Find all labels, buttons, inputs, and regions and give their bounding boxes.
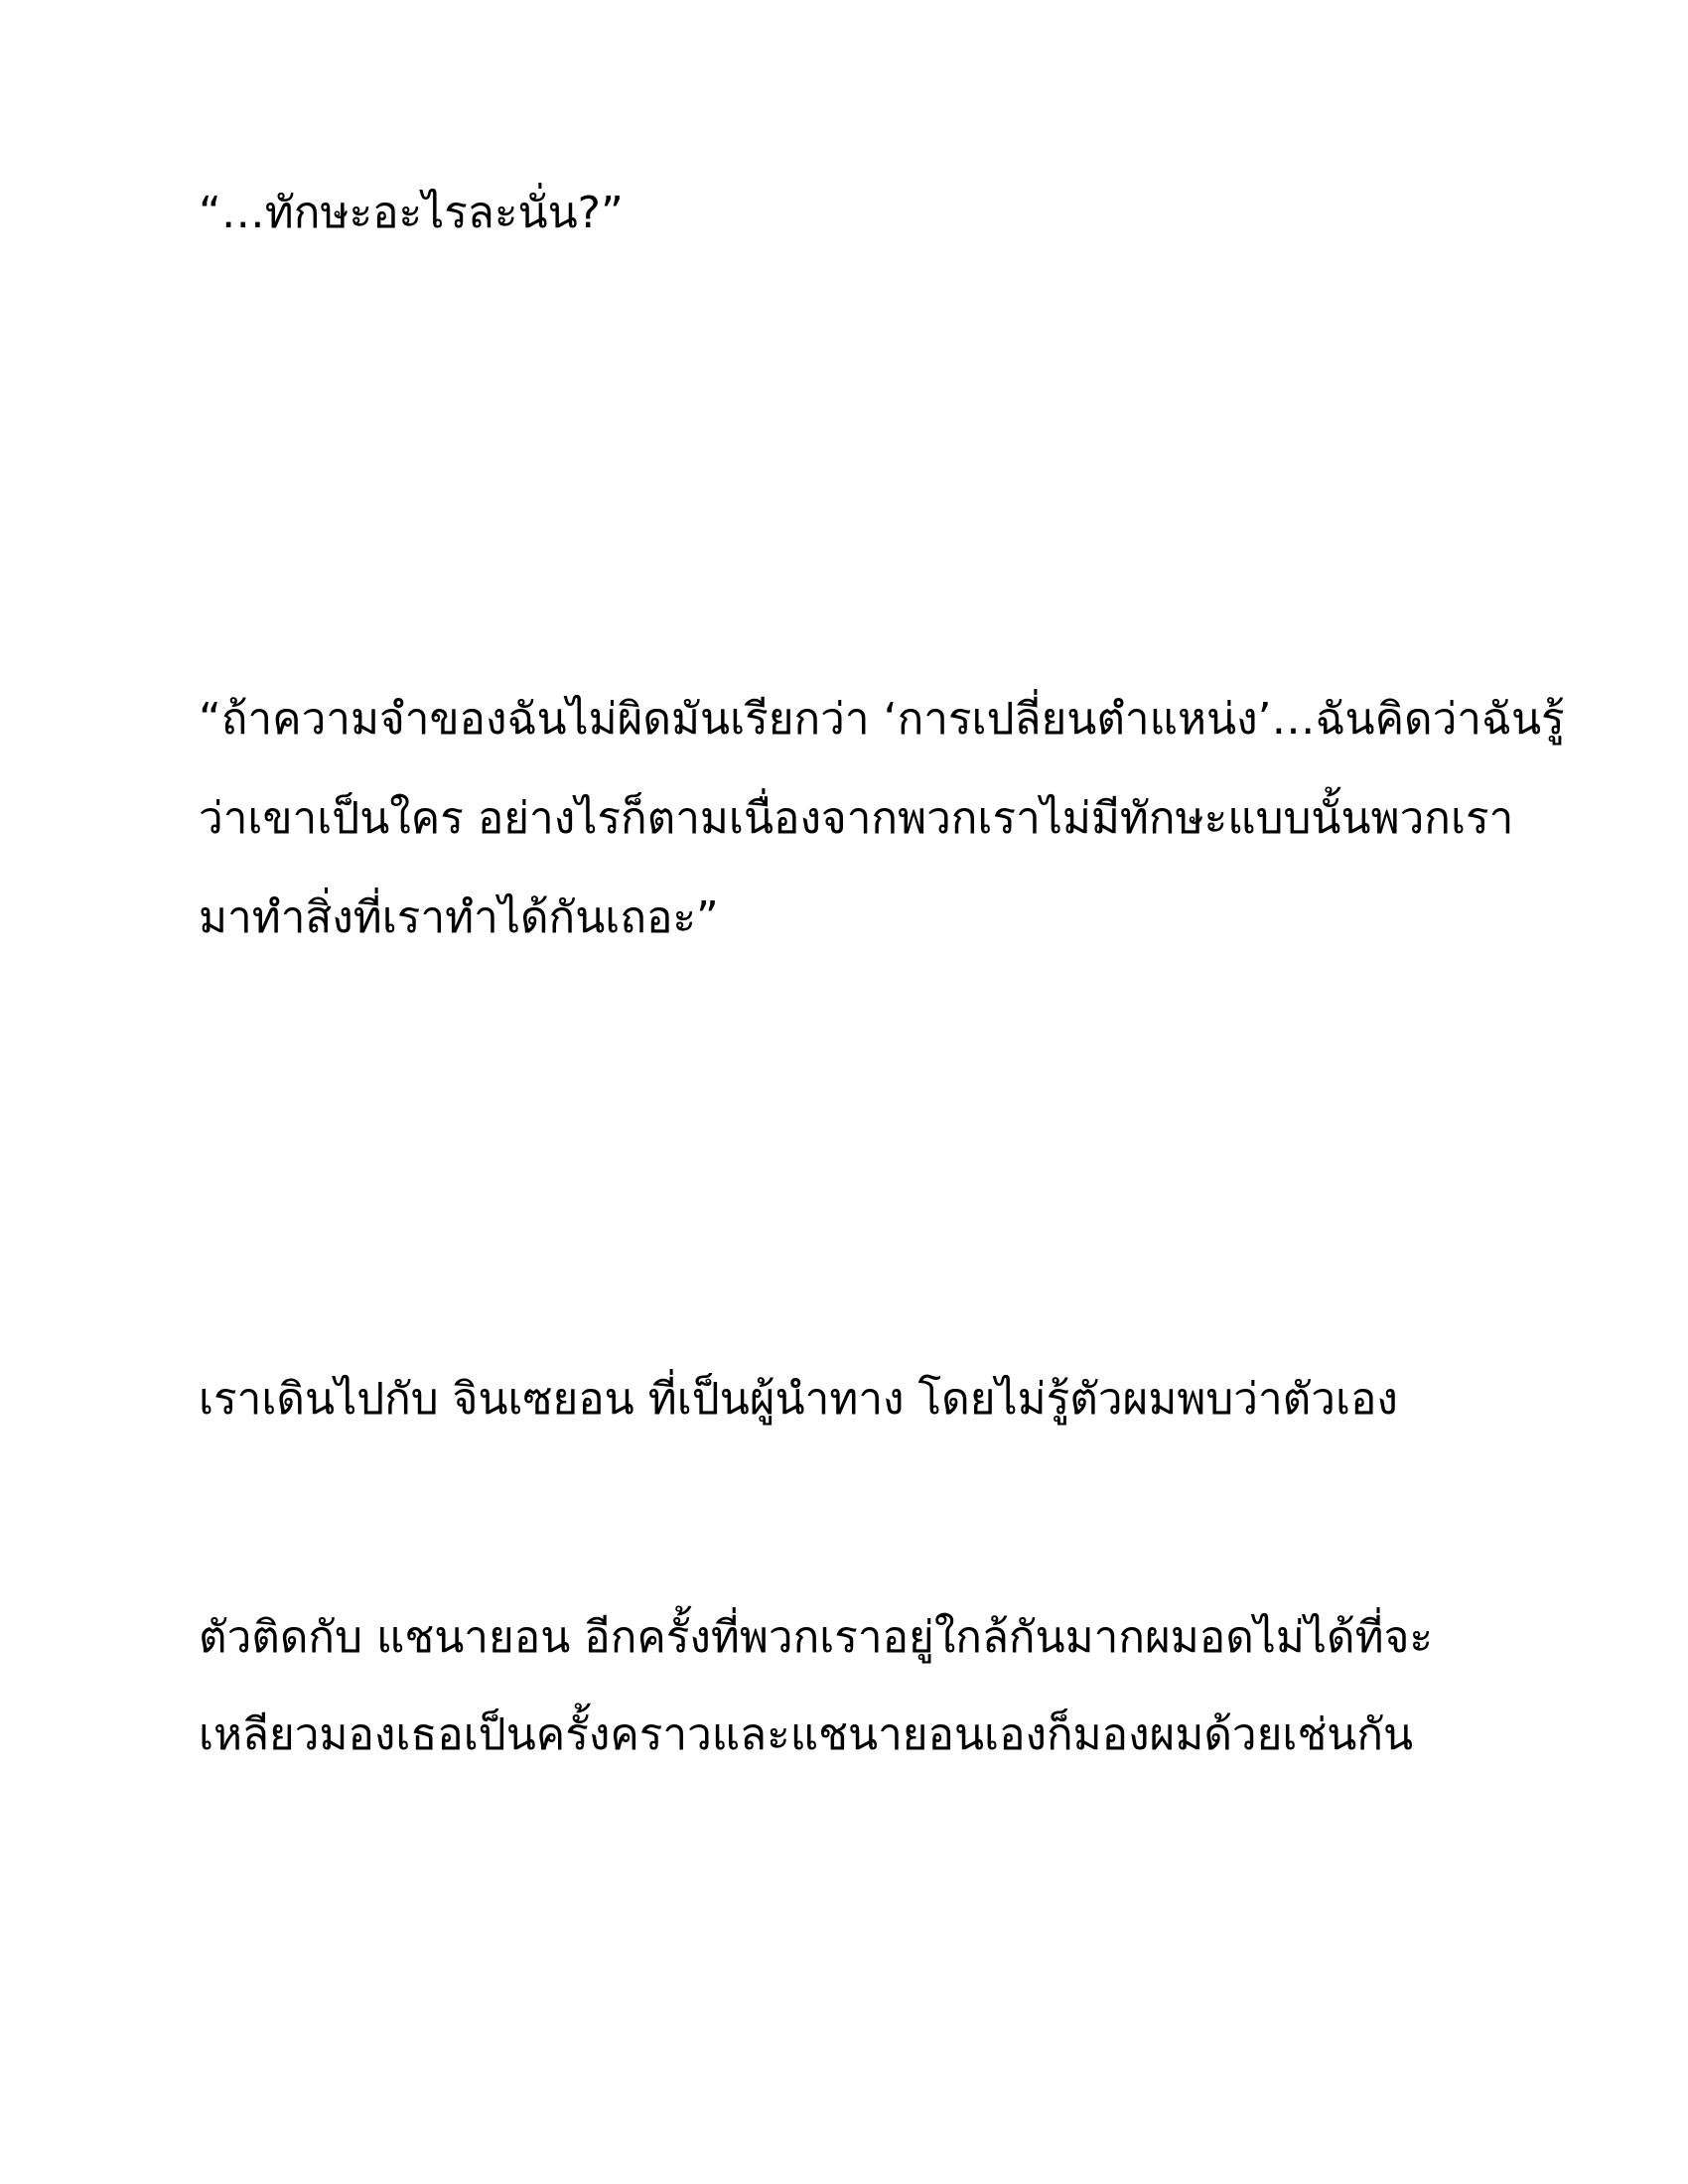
paragraph-2-line-1: “ถ้าความจำของฉันไม่ผิดมันเรียกว่า ‘การเปลี่ยนตำแหน่ง’…ฉันคิดว่าฉันรู้ xyxy=(199,694,1565,745)
paragraph-1-line-1: “…ทักษะอะไรละนั่น?” xyxy=(199,188,624,238)
paragraph-4-line-2: เหลียวมองเธอเป็นครั้งคราวและแชนายอนเองก็มองผมด้วยเช่นกัน xyxy=(199,1709,1414,1760)
paragraph-2-line-3: มาทำสิ่งที่เราทำได้กันเถอะ” xyxy=(199,892,719,943)
paragraph-2-line-2: ว่าเขาเป็นใคร อย่างไรก็ตามเนื่องจากพวกเราไม่มีทักษะแบบนั้นพวกเรา xyxy=(199,793,1514,844)
paragraph-3-line-1: เราเดินไปกับ จินเซยอน ที่เป็นผู้นำทาง โดยไม่รู้ตัวผมพบว่าตัวเอง xyxy=(199,1374,1398,1425)
paragraph-4-line-1: ตัวติดกับ แชนายอน อีกครั้งที่พวกเราอยู่ใกล้กันมากผมอดไม่ได้ที่จะ xyxy=(199,1612,1434,1663)
